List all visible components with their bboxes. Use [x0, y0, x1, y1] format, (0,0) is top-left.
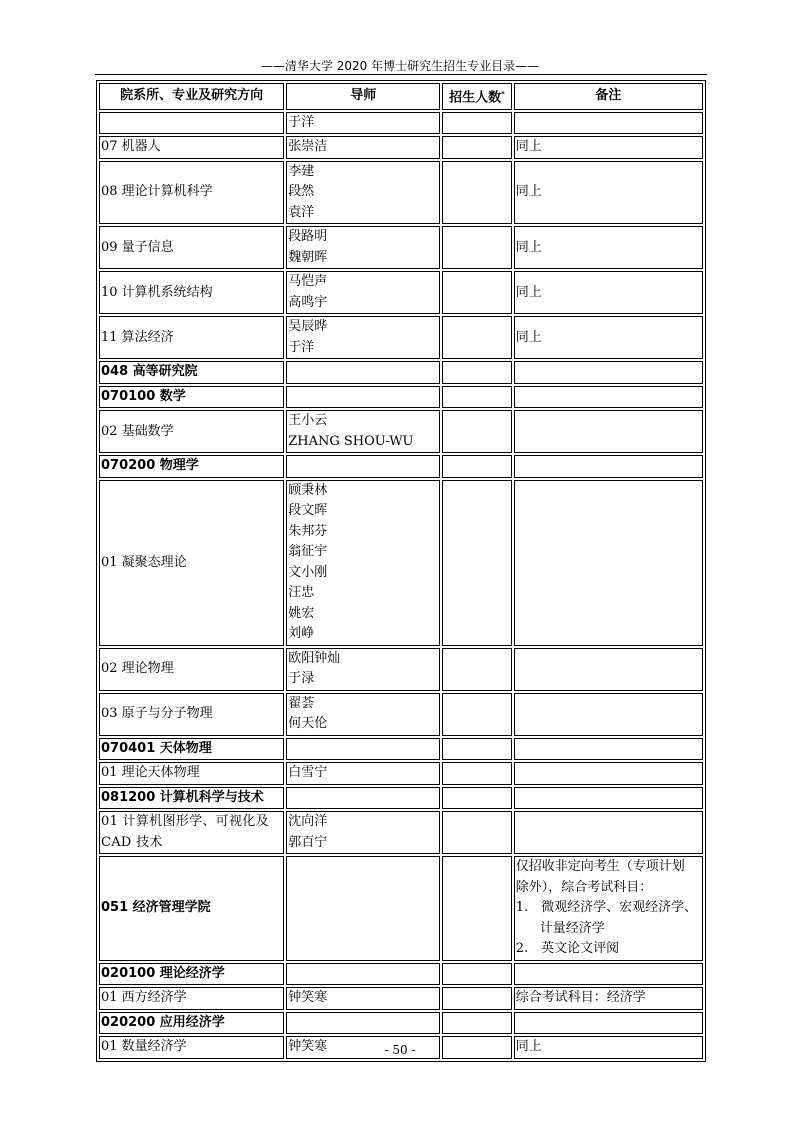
table-row [99, 112, 703, 135]
note-line: 同上 [515, 1039, 542, 1055]
advisor-cell [286, 112, 440, 135]
department-cell: 02 基础数学 [99, 410, 284, 453]
column-header-department: 院系所、专业及研究方向 [99, 83, 284, 110]
advisor-cell [286, 226, 440, 269]
advisor-name: 于洋 [288, 114, 315, 130]
notes-cell [514, 987, 703, 1010]
advisor-cell [286, 410, 440, 453]
table-row [99, 161, 703, 225]
advisor-cell [286, 1012, 440, 1035]
table-row [99, 648, 703, 691]
advisor-name: 顾秉林 [288, 482, 328, 498]
quota-cell [442, 987, 511, 1010]
notes-cell [514, 455, 703, 478]
quota-cell [442, 1012, 511, 1035]
advisor-cell [286, 386, 440, 409]
notes-cell [514, 480, 703, 646]
advisor-name: 段路明 [288, 229, 328, 245]
page-header: ——清华大学 2020 年博士研究生招生专业目录—— [260, 59, 540, 73]
column-header-quota [442, 83, 511, 110]
advisor-cell [286, 455, 440, 478]
advisor-name: 李建 [288, 163, 315, 179]
department-cell: 01 数量经济学 [99, 1036, 284, 1059]
advisor-cell [286, 480, 440, 646]
advisor-name: 姚宏 [288, 605, 315, 621]
enrollment-catalog-table [96, 80, 706, 1062]
table-row [99, 787, 703, 810]
advisor-cell [286, 856, 440, 961]
advisor-name: 钟笑寒 [288, 1039, 328, 1055]
page-number: - 50 - [384, 1043, 416, 1057]
notes-cell [514, 693, 703, 736]
department-cell: 070200 物理学 [99, 455, 284, 478]
column-header-quota-label: 招生人数 [449, 90, 502, 106]
department-cell: 070100 数学 [99, 386, 284, 409]
advisor-cell [286, 987, 440, 1010]
table-row [99, 1012, 703, 1035]
table-row [99, 316, 703, 359]
quota-cell [442, 787, 511, 810]
note-line: 综合考试科目：经济学 [515, 990, 646, 1006]
advisor-name: 钟笑寒 [288, 990, 328, 1006]
note-line: 计量经济学 [539, 920, 605, 936]
advisor-name: 王小云 [288, 413, 328, 429]
notes-cell [514, 762, 703, 785]
advisor-cell [286, 361, 440, 384]
department-cell: 048 高等研究院 [99, 361, 284, 384]
notes-cell [514, 787, 703, 810]
advisor-name: 沈向洋 [288, 814, 328, 830]
quota-cell [442, 693, 511, 736]
table-row [99, 455, 703, 478]
advisor-cell [286, 963, 440, 986]
note-line: 2. 英文论文评阅 [515, 941, 620, 957]
notes-cell [514, 361, 703, 384]
advisor-name: 于渌 [288, 671, 315, 687]
advisor-cell [286, 161, 440, 225]
header-rule [95, 74, 707, 75]
notes-cell [514, 271, 703, 314]
notes-cell [514, 161, 703, 225]
advisor-name: 袁洋 [288, 204, 315, 220]
note-line: 同上 [515, 329, 542, 345]
advisor-cell [286, 693, 440, 736]
advisor-name: 白雪宁 [288, 765, 328, 781]
table-row [99, 226, 703, 269]
notes-cell [514, 316, 703, 359]
quota-cell [442, 112, 511, 135]
advisor-cell [286, 316, 440, 359]
department-cell: 01 计算机图形学、可视化及CAD 技术 [99, 811, 284, 854]
notes-cell [514, 1012, 703, 1035]
notes-cell [514, 386, 703, 409]
table-row [99, 480, 703, 646]
column-header-notes: 备注 [514, 83, 703, 110]
quota-cell [442, 762, 511, 785]
notes-cell [514, 963, 703, 986]
note-line: 1. 微观经济学、宏观经济学、 [515, 900, 698, 916]
department-cell: 01 西方经济学 [99, 987, 284, 1010]
advisor-name: 段文晖 [288, 503, 328, 519]
department-cell: 07 机器人 [99, 136, 284, 159]
advisor-name: 朱邦芬 [288, 523, 328, 539]
notes-cell [514, 136, 703, 159]
advisor-name: 魏朝晖 [288, 249, 328, 265]
advisor-name: 高鸣宇 [288, 294, 328, 310]
advisor-cell [286, 787, 440, 810]
advisor-name: 翟荟 [288, 695, 315, 711]
table-row [99, 361, 703, 384]
department-cell: 10 计算机系统结构 [99, 271, 284, 314]
table-row [99, 136, 703, 159]
quota-cell [442, 648, 511, 691]
department-cell: 02 理论物理 [99, 648, 284, 691]
quota-cell [442, 161, 511, 225]
department-cell: 051 经济管理学院 [99, 856, 284, 961]
quota-cell [442, 811, 511, 854]
advisor-cell [286, 136, 440, 159]
column-header-advisor: 导师 [286, 83, 440, 110]
quota-cell [442, 480, 511, 646]
note-line: 除外），综合考试科目： [515, 879, 653, 895]
quota-cell [442, 738, 511, 761]
department-cell: 020100 理论经济学 [99, 963, 284, 986]
department-cell: 03 原子与分子物理 [99, 693, 284, 736]
table-body [99, 112, 703, 1059]
advisor-name: 欧阳钟灿 [288, 650, 341, 666]
department-cell [99, 112, 284, 135]
department-cell: 11 算法经济 [99, 316, 284, 359]
note-line: 同上 [515, 284, 542, 300]
department-cell: 070401 天体物理 [99, 738, 284, 761]
quota-cell [442, 386, 511, 409]
table-header-row [99, 83, 703, 110]
department-cell: 08 理论计算机科学 [99, 161, 284, 225]
quota-cell [442, 856, 511, 961]
department-cell: 09 量子信息 [99, 226, 284, 269]
quota-cell [442, 410, 511, 453]
table-row [99, 987, 703, 1010]
notes-cell [514, 738, 703, 761]
table-row [99, 963, 703, 986]
advisor-name: 郭百宁 [288, 834, 328, 850]
table-row [99, 856, 703, 961]
department-cell: 01 凝聚态理论 [99, 480, 284, 646]
quota-cell [442, 271, 511, 314]
note-line: 同上 [515, 139, 542, 155]
note-line: 仅招收非定向考生（专项计划 [515, 859, 685, 875]
advisor-cell [286, 648, 440, 691]
advisor-name: 段然 [288, 184, 315, 200]
advisor-name: 于洋 [288, 339, 315, 355]
notes-cell [514, 648, 703, 691]
quota-cell [442, 455, 511, 478]
table-row [99, 410, 703, 453]
note-line: 同上 [515, 184, 542, 200]
department-cell: 081200 计算机科学与技术 [99, 787, 284, 810]
advisor-name: 吴辰晔 [288, 319, 328, 335]
advisor-cell [286, 271, 440, 314]
advisor-name: 翁征宇 [288, 544, 328, 560]
advisor-name: 张崇洁 [288, 139, 328, 155]
note-line: 同上 [515, 239, 542, 255]
quota-cell [442, 316, 511, 359]
table-row [99, 811, 703, 854]
quota-cell [442, 963, 511, 986]
advisor-name: ZHANG SHOU-WU [288, 433, 414, 449]
advisor-name: 文小刚 [288, 564, 328, 580]
advisor-cell [286, 762, 440, 785]
advisor-name: 汪忠 [288, 585, 315, 601]
notes-cell [514, 410, 703, 453]
table-row [99, 762, 703, 785]
advisor-cell [286, 811, 440, 854]
notes-cell [514, 811, 703, 854]
quota-cell [442, 226, 511, 269]
table-row [99, 386, 703, 409]
quota-cell [442, 361, 511, 384]
quota-footnote-marker: * [501, 90, 505, 98]
notes-cell [514, 112, 703, 135]
advisor-cell [286, 738, 440, 761]
advisor-name: 马恺声 [288, 274, 328, 290]
advisor-name: 刘峥 [288, 626, 315, 642]
notes-cell [514, 226, 703, 269]
advisor-name: 何天伦 [288, 716, 328, 732]
department-cell: 020200 应用经济学 [99, 1012, 284, 1035]
quota-cell [442, 136, 511, 159]
table-row [99, 738, 703, 761]
table-row [99, 693, 703, 736]
table-row [99, 271, 703, 314]
department-cell: 01 理论天体物理 [99, 762, 284, 785]
notes-cell [514, 856, 703, 961]
